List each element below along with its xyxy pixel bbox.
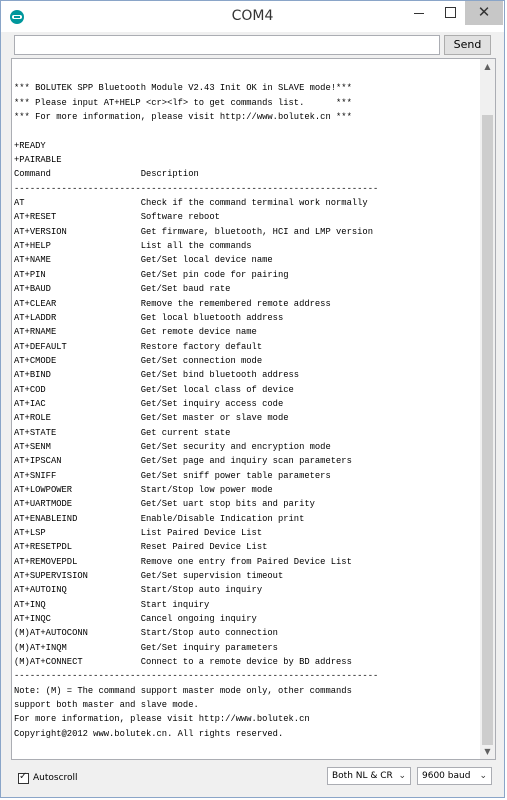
autoscroll-toggle[interactable] <box>18 770 78 786</box>
output-text <box>14 67 476 741</box>
minimize-icon <box>414 13 424 14</box>
output-line: AT+BIND Get/Set bind bluetooth address <box>14 370 300 381</box>
maximize-icon <box>445 7 456 18</box>
output-line: For more information, please visit http://www.bolutek.cn <box>14 714 310 725</box>
output-line: Note: (M) = The command support master mode only, other commands <box>14 685 352 696</box>
output-line: AT+VERSION Get firmware, bluetooth, HCI and LMP version <box>14 226 373 237</box>
output-line: AT+LADDR Get local bluetooth address <box>14 312 284 323</box>
output-line: AT+REMOVEPDL Remove one entry from Paired Device List <box>14 556 352 567</box>
close-icon: ✕ <box>477 3 491 21</box>
output-line: AT+INQ Start inquiry <box>14 599 210 610</box>
output-line: --------------------------------------------------------------------- <box>14 671 379 682</box>
autoscroll-label: Autoscroll <box>33 773 78 783</box>
output-line: +READY <box>14 140 46 151</box>
scroll-down-icon[interactable]: ▼ <box>484 747 491 756</box>
output-line: AT+RNAME Get remote device name <box>14 327 257 338</box>
output-line: AT+NAME Get/Set local device name <box>14 255 273 266</box>
output-line: AT+DEFAULT Restore factory default <box>14 341 263 352</box>
output-line: AT+ENABLEIND Enable/Disable Indication print <box>14 513 305 524</box>
output-line: AT+COD Get/Set local class of device <box>14 384 294 395</box>
baud-rate-select[interactable] <box>417 767 492 785</box>
output-line: *** For more information, please visit http://www.bolutek.cn *** <box>14 112 352 123</box>
output-line: (M)AT+INQM Get/Set inquiry parameters <box>14 642 278 653</box>
vertical-scrollbar[interactable] <box>480 59 495 759</box>
minimize-button[interactable] <box>404 1 434 25</box>
line-ending-select[interactable] <box>327 767 411 785</box>
maximize-button[interactable] <box>435 1 465 25</box>
output-line: AT+IPSCAN Get/Set page and inquiry scan parameters <box>14 456 352 467</box>
output-line: AT+STATE Get current state <box>14 427 231 438</box>
output-line: AT+UARTMODE Get/Set uart stop bits and parity <box>14 499 315 510</box>
output-line <box>14 124 476 138</box>
output-line: AT Check if the command terminal work normally <box>14 198 368 209</box>
output-line: +PAIRABLE <box>14 155 62 166</box>
output-line: AT+SENM Get/Set security and encryption mode <box>14 441 331 452</box>
output-line: AT+PIN Get/Set pin code for pairing <box>14 269 289 280</box>
output-line: AT+LSP List Paired Device List <box>14 528 263 538</box>
line-ending-value: Both NL & CR <box>332 771 393 781</box>
output-line: AT+ROLE Get/Set master or slave mode <box>14 413 289 424</box>
output-line: *** Please input AT+HELP <cr><lf> to get commands list. *** <box>14 97 352 108</box>
output-line: Copyright@2012 www.bolutek.cn. All rights reserved. <box>14 728 284 739</box>
scroll-up-icon[interactable]: ▲ <box>484 62 491 71</box>
chevron-down-icon: ⌄ <box>398 771 406 781</box>
chevron-down-icon: ⌄ <box>479 771 487 781</box>
serial-output-area[interactable] <box>11 58 496 760</box>
output-line: AT+RESETPDL Reset Paired Device List <box>14 542 268 553</box>
baud-rate-value: 9600 baud <box>422 771 471 781</box>
output-line: AT+SNIFF Get/Set sniff power table parameters <box>14 470 331 481</box>
output-line: AT+BAUD Get/Set baud rate <box>14 284 231 295</box>
scrollbar-thumb[interactable] <box>482 115 493 745</box>
close-button[interactable] <box>465 1 503 25</box>
output-line: support both master and slave mode. <box>14 700 199 711</box>
window-title: COM4 <box>231 8 274 24</box>
output-line: (M)AT+CONNECT Connect to a remote device by BD address <box>14 657 352 668</box>
output-line: *** BOLUTEK SPP Bluetooth Module V2.43 Init OK in SLAVE mode!*** <box>14 83 352 94</box>
output-line: (M)AT+AUTOCONN Start/Stop auto connection <box>14 628 278 639</box>
footer-bar <box>1 761 504 799</box>
output-line: Command Description <box>14 169 199 180</box>
send-row <box>1 32 504 58</box>
send-button[interactable]: Send <box>444 35 491 55</box>
output-line: AT+RESET Software reboot <box>14 212 220 223</box>
serial-input-field[interactable] <box>14 35 440 55</box>
output-line: AT+LOWPOWER Start/Stop low power mode <box>14 484 273 495</box>
output-line: --------------------------------------------------------------------- <box>14 183 379 194</box>
output-line: AT+SUPERVISION Get/Set supervision timeout <box>14 571 284 582</box>
title-bar <box>1 1 504 32</box>
output-line: AT+INQC Cancel ongoing inquiry <box>14 614 257 625</box>
autoscroll-checkbox[interactable] <box>18 773 29 784</box>
output-line: AT+IAC Get/Set inquiry access code <box>14 398 284 409</box>
output-line: AT+HELP List all the commands <box>14 241 252 252</box>
output-line: AT+CMODE Get/Set connection mode <box>14 355 263 366</box>
output-line: AT+AUTOINQ Start/Stop auto inquiry <box>14 585 263 596</box>
output-line: AT+CLEAR Remove the remembered remote address <box>14 298 331 309</box>
output-line <box>14 67 476 81</box>
